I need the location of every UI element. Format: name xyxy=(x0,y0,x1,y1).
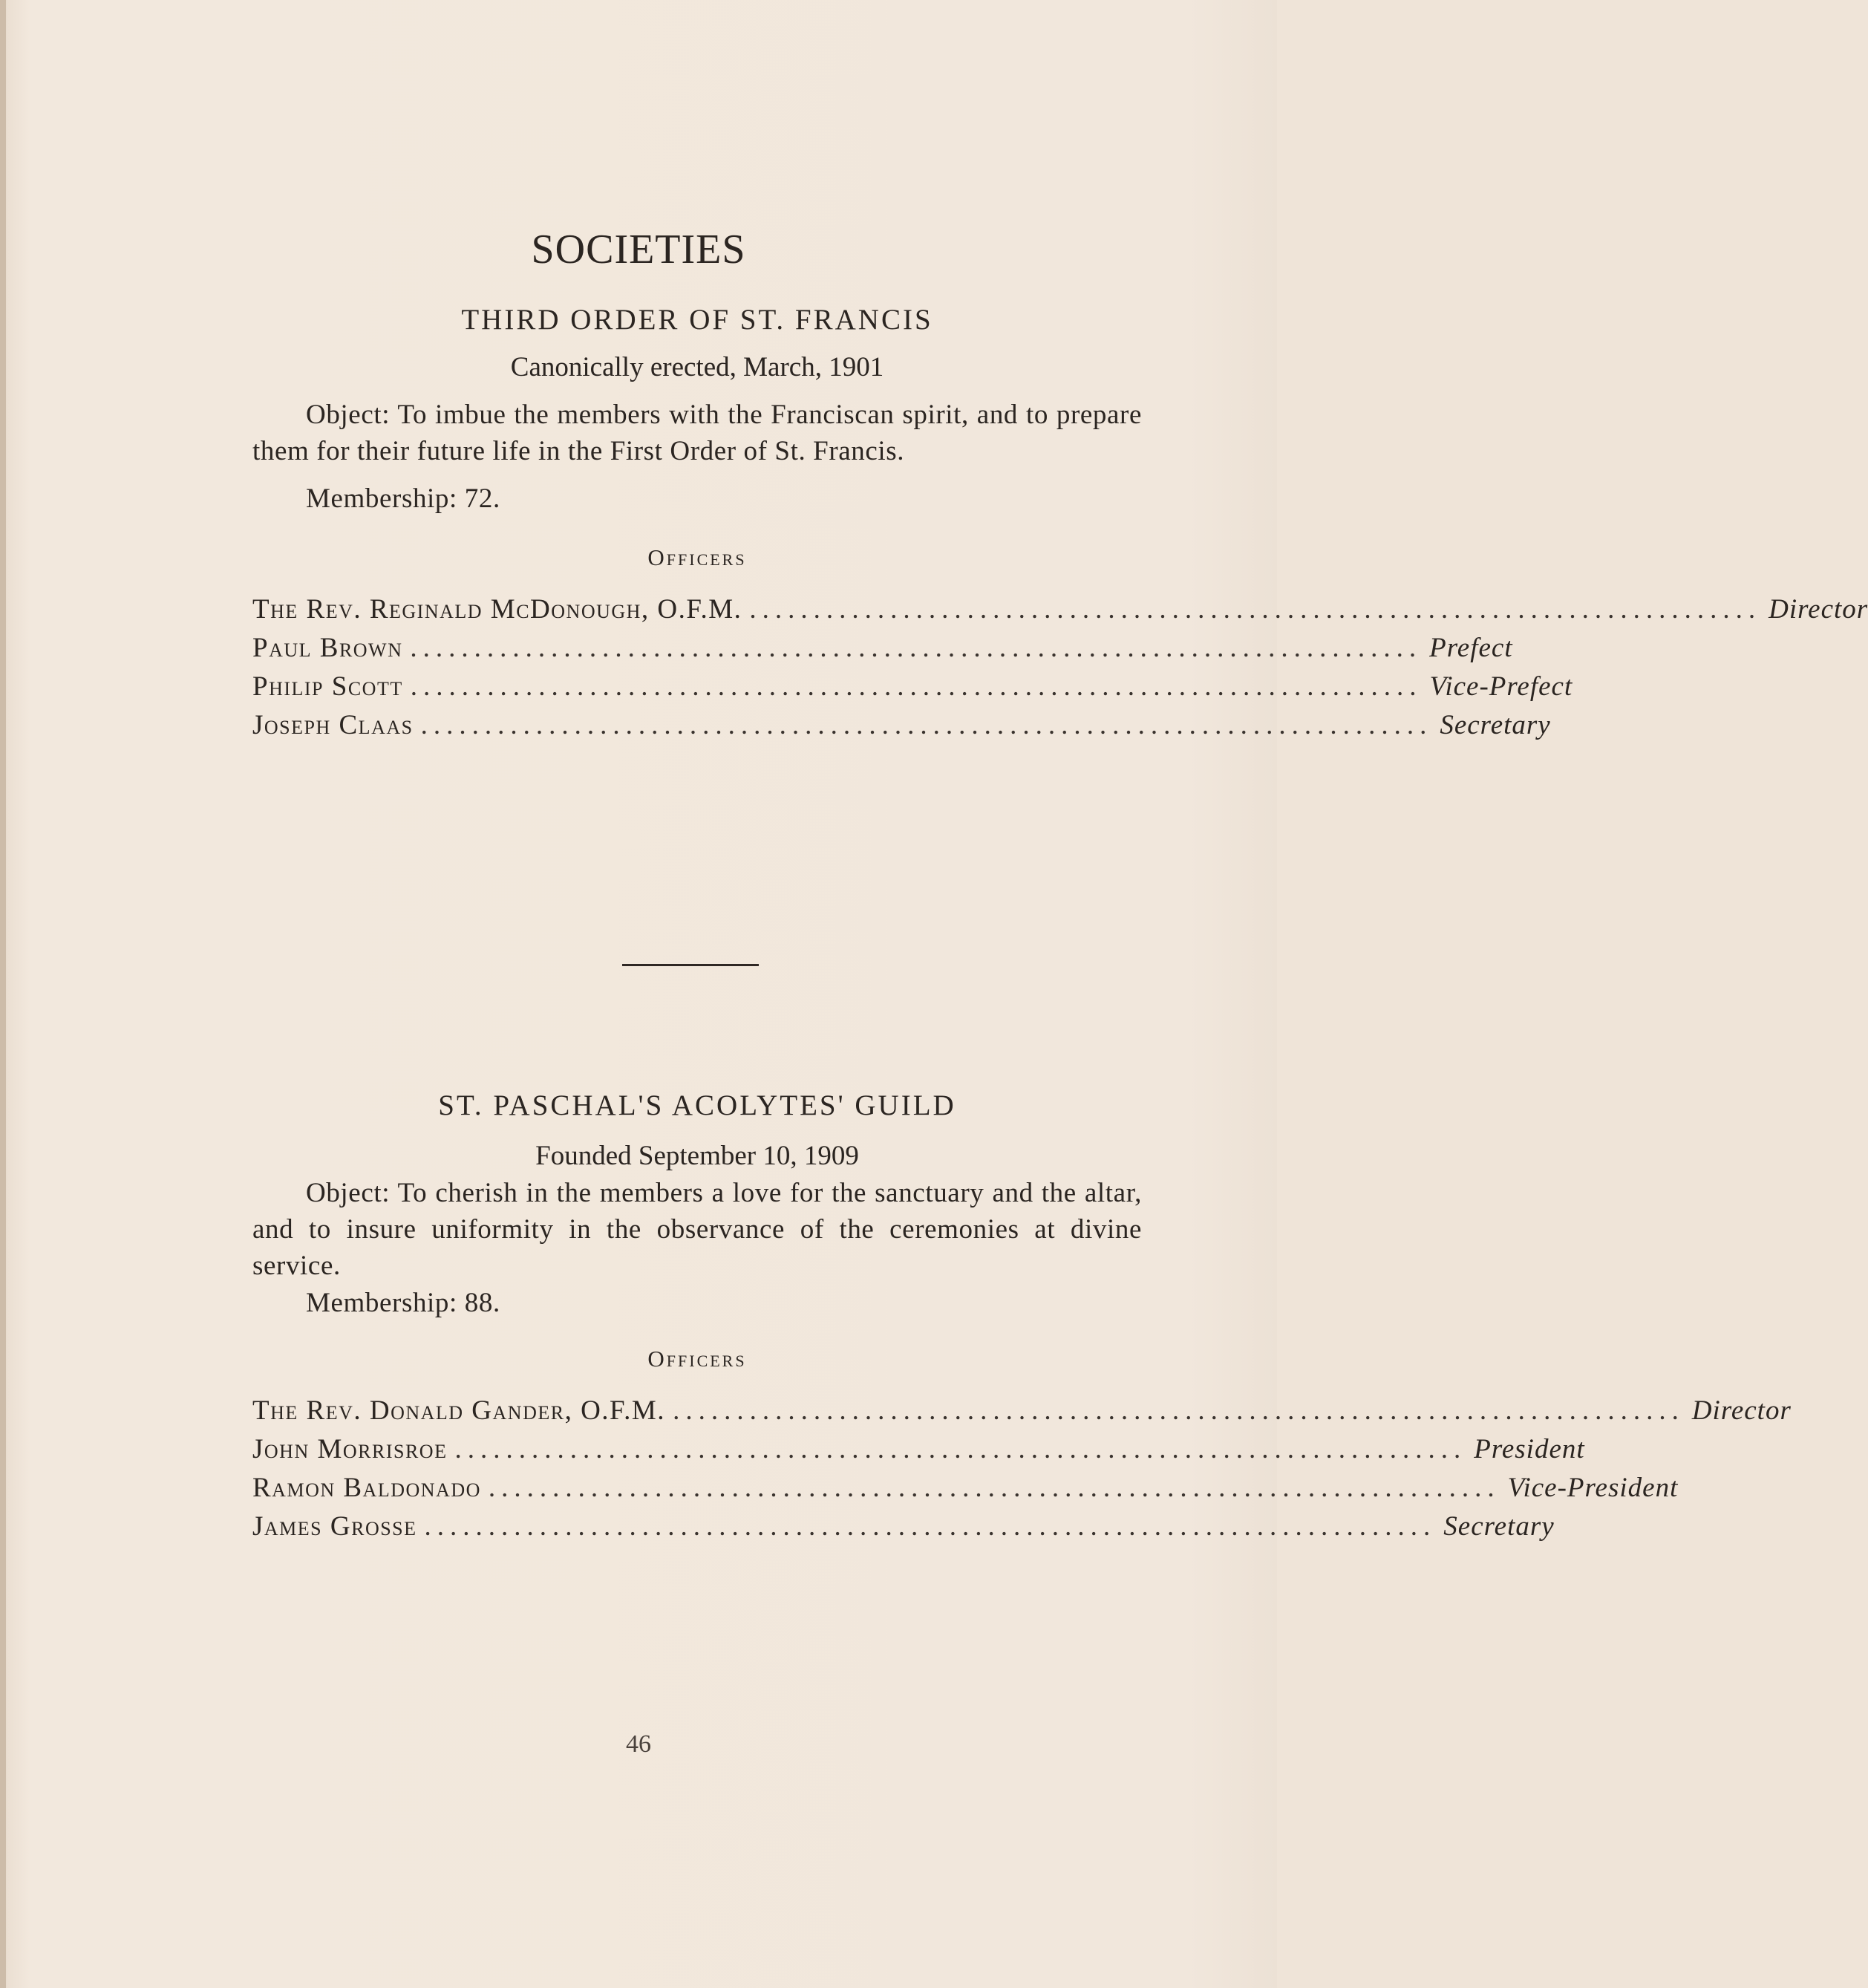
dot-leader: ............................................................................... xyxy=(454,1434,1467,1464)
officer-name: The Rev. Donald Gander, O.F.M. xyxy=(252,1395,666,1426)
dot-leader: ............................................................................... xyxy=(749,594,1762,625)
section-object: Object: To cherish in the members a love for the sanctuary and the altar, and to insure uniformity in the observance of the ceremonies at divine service. xyxy=(252,1178,1142,1281)
officer-name: Ramon Baldonado xyxy=(252,1473,481,1503)
officers-heading: Officers xyxy=(647,544,747,570)
officer-role: President xyxy=(1474,1434,1585,1464)
section-object: Object: To imbue the members with the Franciscan spirit, and to prepare them for their future life in the First Order of St. Francis. xyxy=(252,400,1142,466)
officer-role: Secretary xyxy=(1443,1511,1555,1542)
section-membership: Membership: 72. xyxy=(306,483,500,514)
section-title: THIRD ORDER OF ST. FRANCIS xyxy=(461,304,933,336)
officer-role: Vice-Prefect xyxy=(1429,671,1573,702)
officer-row xyxy=(252,1433,1585,1472)
section-title: ST. PASCHAL'S ACOLYTES' GUILD xyxy=(438,1089,956,1121)
section-divider xyxy=(622,964,759,966)
officer-name: James Grosse xyxy=(252,1511,417,1542)
page-spine-edge xyxy=(0,0,6,1988)
section-third-order xyxy=(252,303,1868,748)
officer-row xyxy=(252,1472,1679,1510)
officer-role: Vice-President xyxy=(1507,1473,1679,1503)
section-acolytes-guild xyxy=(252,1089,1792,1549)
officer-row xyxy=(252,1395,1792,1433)
officer-row xyxy=(252,1510,1555,1549)
dot-leader: ............................................................................... xyxy=(424,1511,1437,1542)
officer-role: Secretary xyxy=(1440,710,1551,740)
officer-name: Philip Scott xyxy=(252,671,403,702)
officer-row xyxy=(252,593,1868,632)
dot-leader: ............................................................................... xyxy=(673,1395,1685,1426)
officer-name: Joseph Claas xyxy=(252,710,414,740)
section-subtitle: Founded September 10, 1909 xyxy=(535,1141,859,1171)
officer-role: Prefect xyxy=(1429,633,1513,663)
officer-role: Director xyxy=(1691,1395,1792,1426)
officer-row xyxy=(252,632,1513,671)
page-number: 46 xyxy=(626,1730,651,1758)
officer-row xyxy=(252,671,1573,709)
officer-name: John Morrisroe xyxy=(252,1434,448,1464)
section-subtitle: Canonically erected, March, 1901 xyxy=(510,352,884,382)
officers-list xyxy=(252,1395,1792,1549)
page-heading: SOCIETIES xyxy=(531,226,746,273)
dot-leader: ............................................................................... xyxy=(420,710,1433,740)
officer-row xyxy=(252,709,1551,748)
officer-name: The Rev. Reginald McDonough, O.F.M. xyxy=(252,594,742,625)
dot-leader: ............................................................................... xyxy=(410,633,1423,663)
dot-leader: ............................................................................... xyxy=(410,671,1423,702)
dot-leader: ............................................................................... xyxy=(488,1473,1500,1503)
section-membership: Membership: 88. xyxy=(306,1288,500,1318)
officer-role: Director xyxy=(1769,594,1868,625)
officers-list xyxy=(252,593,1868,748)
officer-name: Paul Brown xyxy=(252,633,403,663)
officers-heading: Officers xyxy=(647,1346,747,1372)
